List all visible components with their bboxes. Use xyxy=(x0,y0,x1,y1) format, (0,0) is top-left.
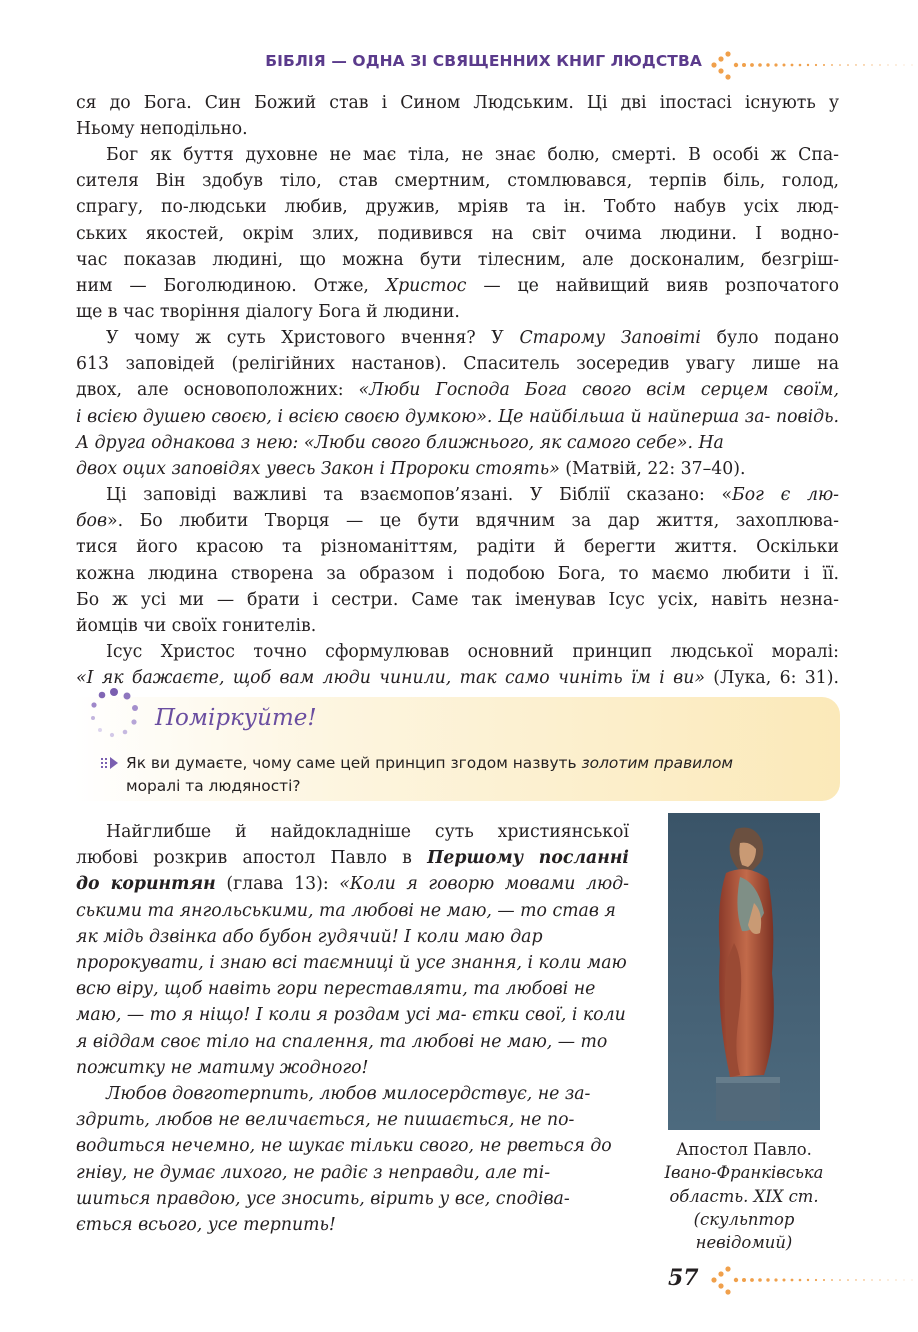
text-run: любові розкрив апостол Павло в xyxy=(76,848,428,869)
text-run: ним — Боголюдиною. Отже, xyxy=(76,276,386,297)
text-line: Найглибше й найдокладніше суть християнської xyxy=(106,822,629,842)
quote-line: любові не маю, — то пожитку не матиму жодного! xyxy=(76,1031,608,1078)
decorative-dots-footer xyxy=(706,1265,918,1299)
quote-text: Бог є лю- xyxy=(732,485,840,505)
paragraph-4 xyxy=(76,482,839,639)
caption-line: (скульптор xyxy=(693,1209,795,1229)
caption-line: Івано-Франківська xyxy=(664,1163,824,1183)
text-run: двох, але основоположних: xyxy=(76,380,359,401)
photo-caption xyxy=(648,1138,840,1254)
text-line: йомців чи своїх гонителів. xyxy=(76,616,317,637)
page-number: 57 xyxy=(668,1265,699,1291)
paragraph-7 xyxy=(76,1081,629,1238)
text-line xyxy=(76,665,839,691)
text-line: ся до Бога. Син Божий став і Сином Людським. Ці дві іпостасі існують у xyxy=(76,93,839,113)
quote-line: водиться нечемно, не шукає тільки свого, не рветься xyxy=(76,1136,585,1157)
text-line: спрагу, по-людськи любив, дружив, мріяв та ін. Тобто набув усіх люд- xyxy=(76,197,839,218)
text-run: було подано xyxy=(700,328,839,348)
text-line: час показав людині, що можна бути тілесним, але досконалим, безгріш- xyxy=(76,249,839,270)
text-line: 613 заповідей (релігійних настанов). Спаситель зосередив увагу лише на xyxy=(76,354,839,375)
text-line xyxy=(76,273,839,299)
paragraph-3 xyxy=(76,325,839,482)
text-run: — це найвищий вияв розпочатого xyxy=(466,276,839,297)
text-line xyxy=(76,456,839,482)
statue-photo xyxy=(668,813,820,1130)
text-run: (глава 13): xyxy=(215,874,340,895)
arrow-right-icon xyxy=(101,756,121,770)
italic-term: Старому Заповіті xyxy=(519,328,701,348)
caption-line: Апостол Павло. xyxy=(676,1140,812,1159)
text-line: Ньому неподільно. xyxy=(76,119,248,140)
text-line: ще в час творіння діалогу Бога й людини. xyxy=(76,302,460,323)
text-run: моралі та людяності? xyxy=(126,777,301,795)
text-line: Бо ж усі ми — брати і сестри. Саме так іменував Ісус усіх, навіть незна- xyxy=(76,589,839,610)
quote-line: і коли маю всю віру, щоб навіть гори переставляти, xyxy=(76,953,627,1000)
paragraph-1 xyxy=(76,90,839,142)
quote-text: «І як бажаєте, щоб вам люди чинили, так само чиніть їм і ви» xyxy=(76,668,705,689)
text-run: Як ви думаєте, чому саме цей принцип згодом назвуть xyxy=(126,754,582,772)
think-box-title: Поміркуйте! xyxy=(155,705,317,731)
bold-italic-term: до коринтян xyxy=(76,874,216,895)
text-line: Ісус Христос точно сформулював основний принцип людської моралі: xyxy=(106,642,839,662)
text-run: Ці заповіді важливі та взаємопов’язані. У Біблії сказано: « xyxy=(106,485,733,505)
text-line: ських якостей, окрім злих, подивився на світ очима людини. І водно- xyxy=(76,223,839,244)
text-line xyxy=(76,871,629,897)
text-line: тися його красою та різноманіттям, радіти й берегти життя. Оскільки xyxy=(76,537,839,558)
citation: (Матвій, 22: 37–40). xyxy=(559,459,746,480)
statue-illustration xyxy=(668,813,820,1130)
quote-line: шиться правдою, усе зносить, вірить у все, сподіва- xyxy=(76,1188,570,1209)
text-run: ». Бо любити Творця — це бути вдячним за дар життя, захоплюва- xyxy=(107,511,839,532)
spinner-dots-icon xyxy=(86,686,142,742)
quote-line: ється всього, усе терпить! xyxy=(76,1215,336,1236)
bold-italic-term: Першому посланні xyxy=(427,848,629,869)
caption-line: область. XIX ст. xyxy=(669,1186,819,1206)
text-line xyxy=(76,325,839,351)
paragraph-5 xyxy=(76,639,839,691)
text-line: кожна людина створена за образом і подобою Бога, то маємо любити і її. xyxy=(76,563,839,584)
decorative-dots-header xyxy=(706,50,918,84)
italic-term: Христос xyxy=(385,276,467,297)
quote-text: двох оцих заповідях увесь Закон і Пророки стоять» xyxy=(76,459,560,480)
running-header: БІБЛІЯ — ОДНА ЗІ СВЯЩЕННИХ КНИГ ЛЮДСТВА xyxy=(265,52,702,70)
quote-line: дар пророкувати, і знаю всі таємниці й усе знання, xyxy=(76,926,543,974)
text-line xyxy=(76,508,839,534)
think-box-question xyxy=(126,752,831,798)
quote-line: Любов довготерпить, любов милосердствує, не за- xyxy=(106,1084,591,1104)
quote-text: «Люби Господа Бога свого всім серцем своїм, xyxy=(358,380,839,401)
quote-line: та любові не маю, — то я ніщо! І коли я роздам усі ма- xyxy=(76,979,596,1026)
quote-line: єтки свої, і коли я віддам своє тіло на спалення, та xyxy=(76,1005,626,1052)
text-line xyxy=(76,482,839,508)
quote-text: бов xyxy=(76,511,108,532)
text-line: Бог як буття духовне не має тіла, не знає болю, смерті. В особі ж Спа- xyxy=(106,145,839,165)
quote-line: повідь. А друга однакова з нею: «Люби свого ближнього, як самого себе». На xyxy=(76,406,839,453)
citation: (Лука, 6: 31). xyxy=(704,668,840,689)
paragraph-6 xyxy=(76,819,629,1081)
caption-line: невідомий) xyxy=(695,1233,793,1253)
quote-line: до гніву, не думає лихого, не радіє з неправди, але ті- xyxy=(76,1136,612,1183)
paragraph-2 xyxy=(76,142,839,325)
quote-line: став я як мідь дзвінка або бубон гудячий! І коли маю xyxy=(76,900,616,947)
quote-line: здрить, любов не величається, не пишається, не по- xyxy=(76,1110,575,1131)
quote-line: ськими та янгольськими, та любові не маю, — то xyxy=(76,900,547,921)
quote-line: і всією душею своєю, і всією своєю думкою». Це найбільша й найперша за- xyxy=(76,406,771,427)
text-line: сителя Він здобув тіло, став смертним, стомлювався, терпів біль, голод, xyxy=(76,171,839,192)
text-run: У чому ж суть Христового вчення? У xyxy=(106,328,520,348)
text-line xyxy=(76,845,629,871)
quote-text: «Коли я говорю мовами люд- xyxy=(339,874,630,895)
text-line xyxy=(76,377,839,403)
italic-term: золотим правилом xyxy=(581,754,734,772)
